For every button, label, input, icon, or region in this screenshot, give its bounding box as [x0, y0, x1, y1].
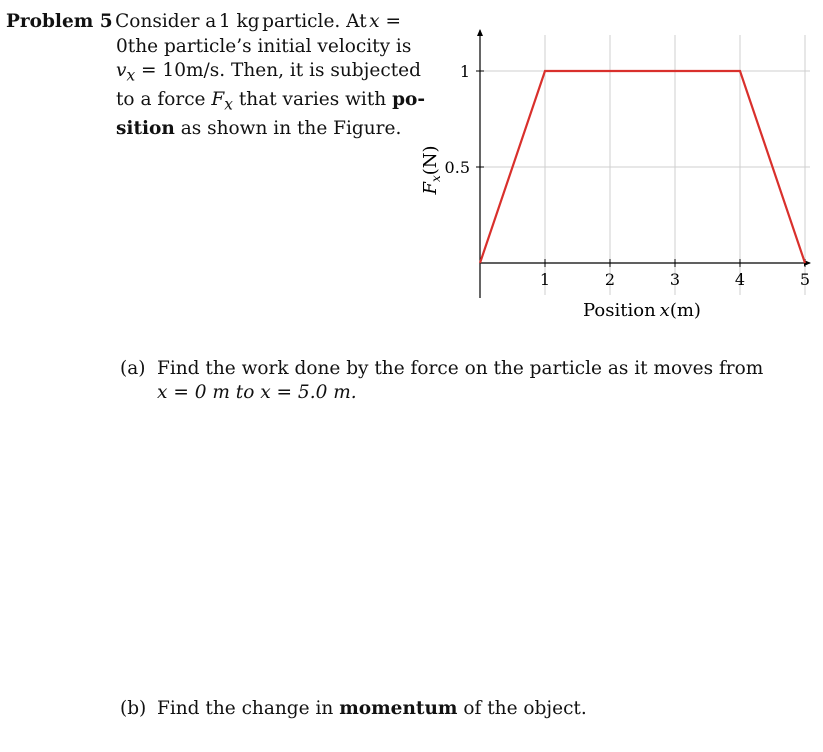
problem-line-1 [6, 10, 401, 35]
text-fragment: to a force [116, 89, 206, 111]
bold-fragment: po- [392, 89, 426, 111]
math-fragment: x = [369, 11, 401, 32]
math-var: F [211, 89, 225, 111]
x-tick-label: 4 [734, 270, 746, 289]
x-axis-label: Position x(m) [583, 300, 701, 321]
text-fragment: Consider a [115, 11, 217, 32]
y-axis-arrow [477, 29, 483, 36]
math-var: v [116, 60, 127, 81]
chart-axes [477, 29, 811, 298]
force-position-figure [400, 20, 823, 330]
y-tick-label: 0.5 [444, 158, 470, 177]
part-b-bold: momentum [339, 698, 458, 719]
text-fragment: 1 kg [218, 11, 260, 32]
problem-line-5 [6, 117, 401, 142]
y-tick-label: 1 [459, 62, 470, 81]
text-fragment: the particle’s initial velocity is [127, 35, 412, 57]
part-b-text: Find the change in [157, 698, 334, 719]
force-chart [400, 20, 823, 330]
part-b-label: (b) [120, 698, 147, 719]
text-fragment: as shown in the Figure. [180, 118, 402, 140]
part-b-text-2: of the object. [463, 698, 587, 719]
x-tick-label: 2 [604, 270, 616, 289]
math-sub: x [126, 66, 136, 85]
question-part-b [120, 697, 587, 721]
text-fragment: that varies with [238, 89, 387, 111]
problem-label: Problem 5 [6, 11, 113, 32]
x-tick-label: 1 [539, 270, 551, 289]
problem-statement [6, 10, 426, 142]
math-fragment: 0 [116, 35, 128, 57]
math-sub: x [224, 95, 233, 114]
question-part-a [120, 357, 763, 405]
problem-line-3 [6, 59, 421, 88]
text-fragment: = 10m/s. Then, it is subjected [141, 60, 421, 81]
problem-line-4 [6, 88, 426, 117]
part-a-text: Find the work done by the force on the particle as it moves from [157, 358, 764, 379]
bold-fragment: sition [116, 118, 175, 140]
problem-line-2 [6, 35, 412, 60]
chart-grid [480, 35, 810, 295]
text-fragment: particle. At [262, 11, 367, 32]
y-axis-label: $F_x(N)$ [420, 145, 443, 195]
x-tick-label: 3 [669, 270, 681, 289]
part-a-text-2: x = 0 m to x = 5.0 m. [157, 382, 357, 403]
x-tick-label: 5 [799, 270, 811, 289]
chart-ticks [445, 62, 811, 289]
part-a-label: (a) [120, 358, 146, 379]
